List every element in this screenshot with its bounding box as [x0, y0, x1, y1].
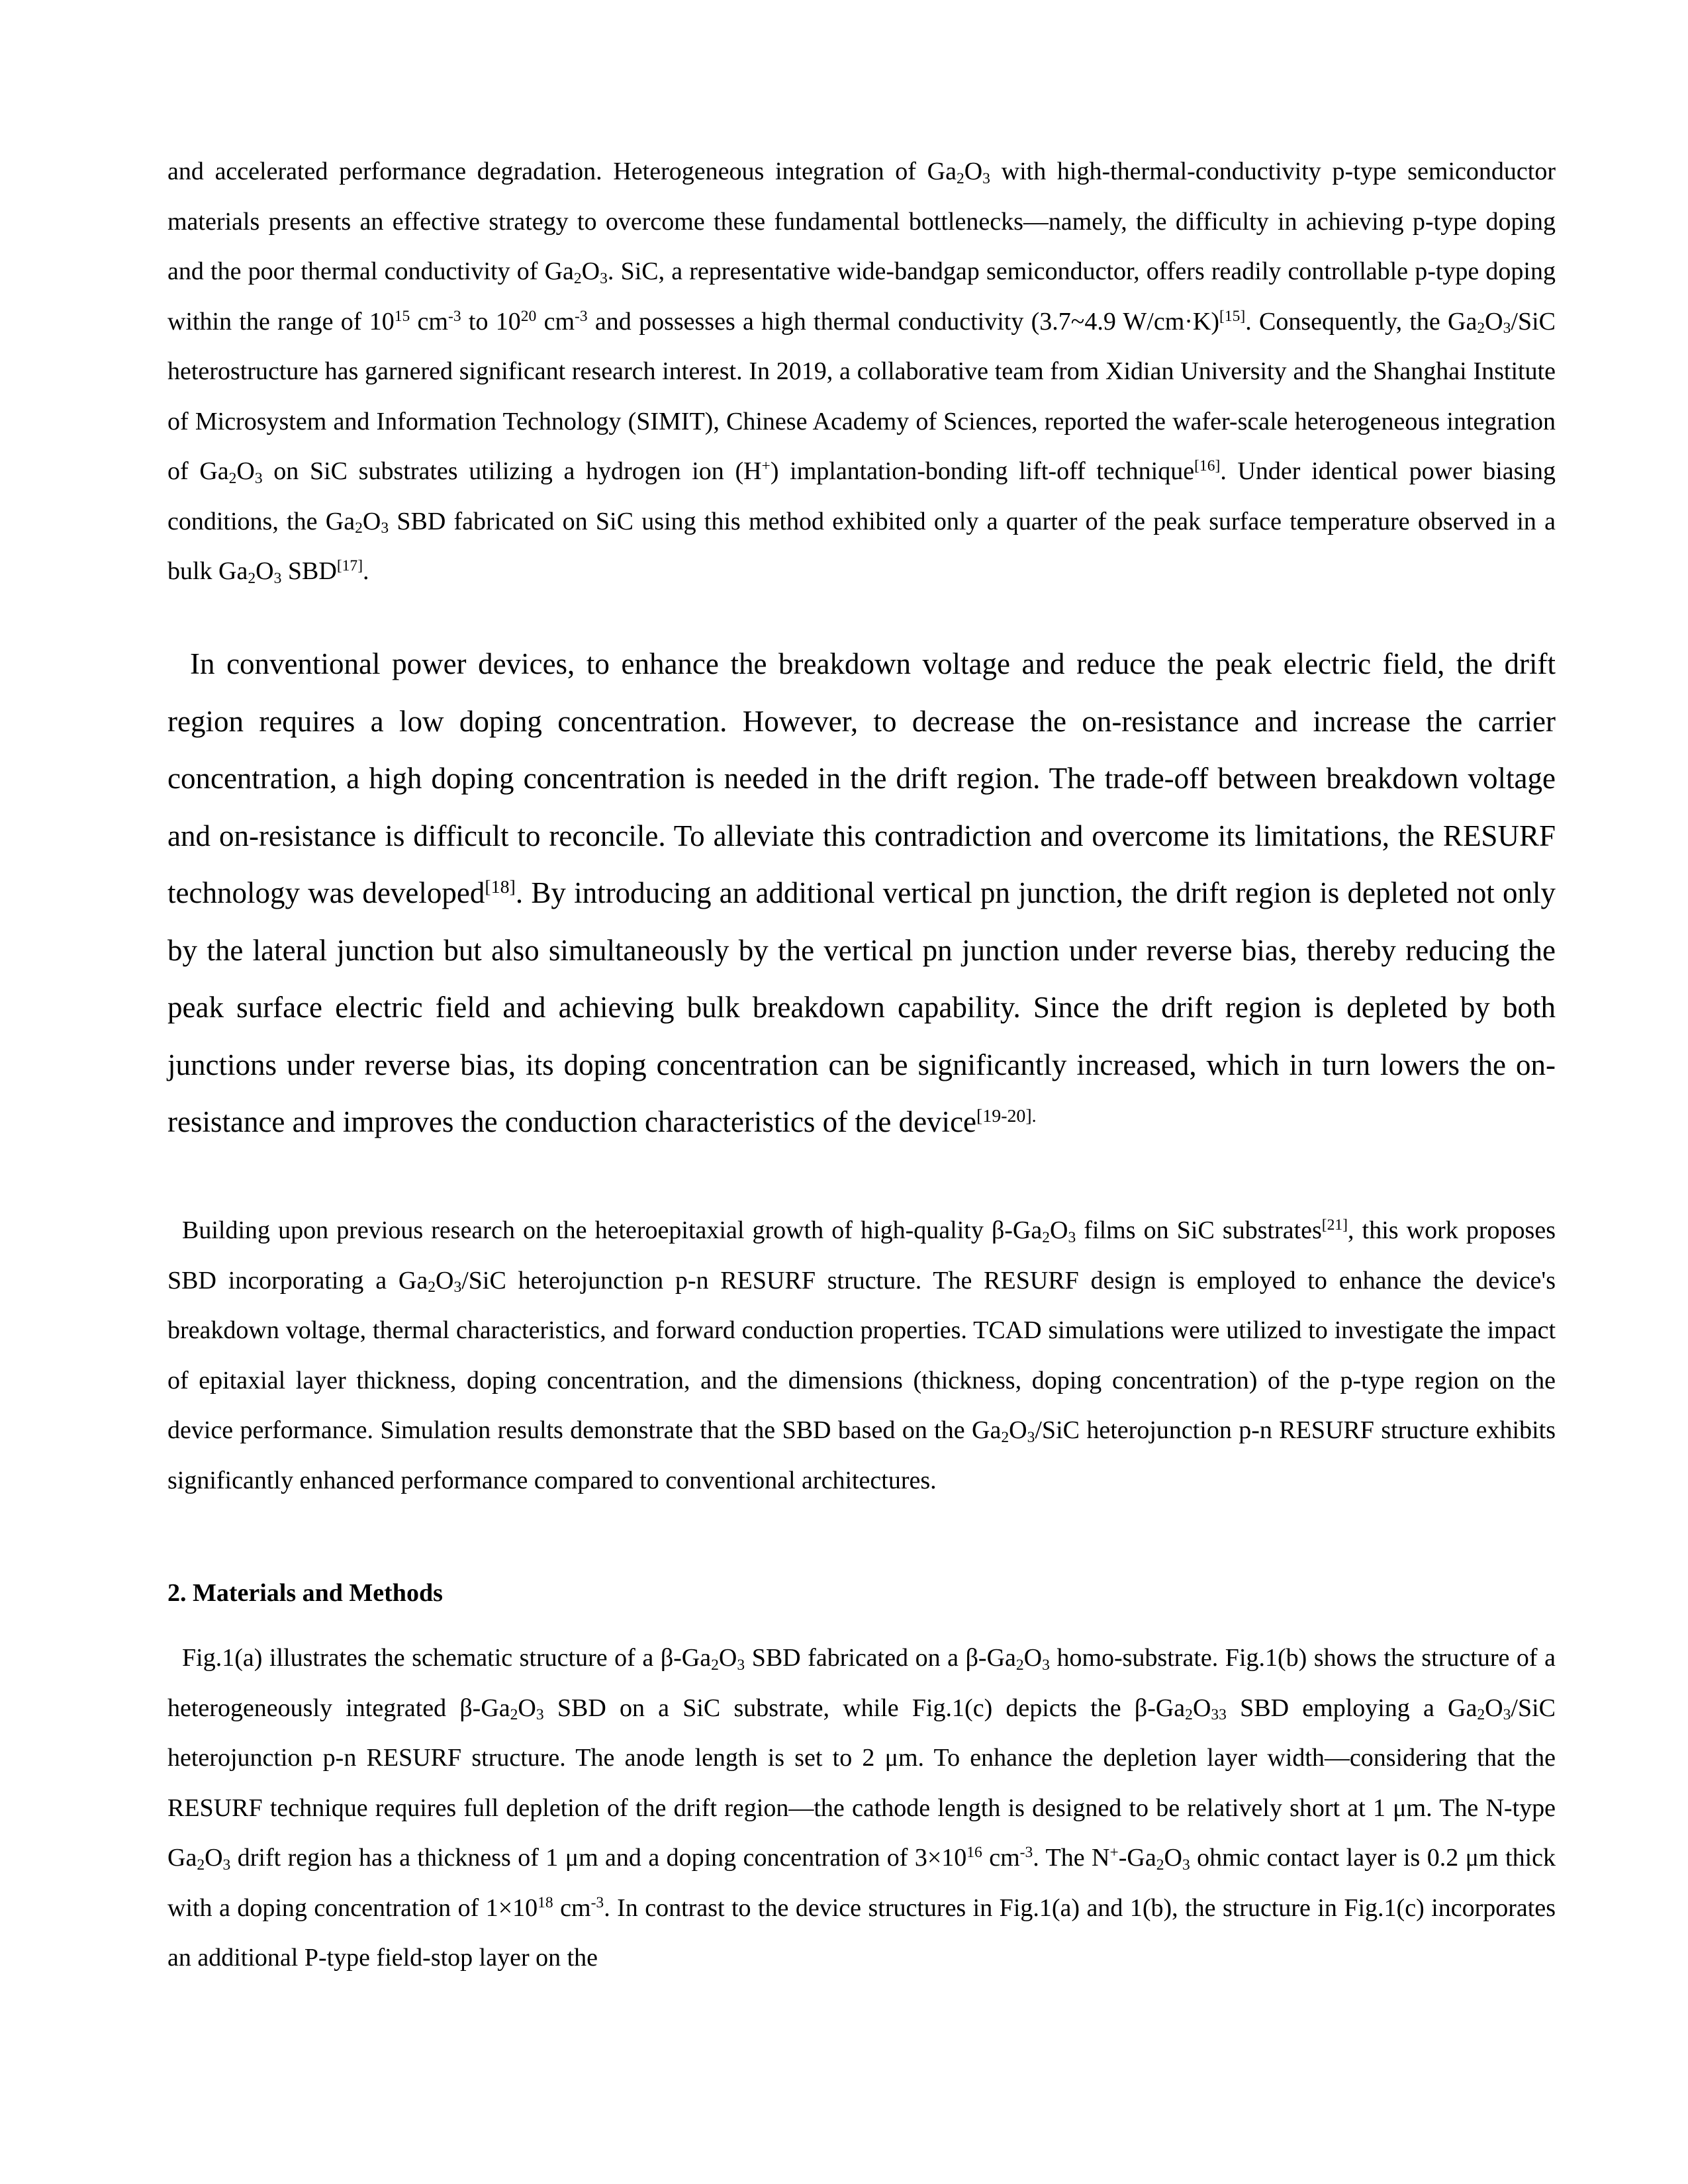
- subscript: 3: [1182, 1856, 1190, 1874]
- text-run: -Ga: [1118, 1844, 1156, 1872]
- text-run: SBD employing a Ga: [1226, 1694, 1477, 1722]
- text-run: O: [1485, 307, 1503, 336]
- subscript: 2: [956, 169, 964, 187]
- text-run: .: [363, 557, 369, 585]
- text-run: cm: [410, 307, 448, 336]
- text-run: with high-thermal-conductivity p-type semiconductor materials presents an effective strategy to overcome these fundamental bottlenecks—namely, the difficulty in achieving p-type doping and the poor thermal conductivity of Ga: [167, 158, 1556, 285]
- text-run: Fig.1(a) illustrates the schematic structure of a β-Ga: [182, 1644, 712, 1672]
- text-run: O: [518, 1694, 536, 1722]
- text-run: drift region has a thickness of 1 μm and a doping concentration of 3×10: [230, 1844, 967, 1872]
- subscript: 2: [573, 269, 582, 287]
- text-run: . Under identical power biasing conditions, the Ga: [167, 457, 1556, 535]
- text-run: and possesses a high thermal conductivity (3.7~4.9 W/cm·K): [587, 307, 1220, 336]
- paragraph-device-structure: [167, 1633, 1556, 1983]
- superscript: 18: [538, 1893, 553, 1911]
- text-run: ) implantation-bonding lift-off technique: [770, 457, 1195, 485]
- subscript: 2: [711, 1656, 719, 1674]
- text-run: O: [581, 257, 600, 285]
- text-run: O: [1192, 1694, 1211, 1722]
- subscript: 2: [1477, 1706, 1485, 1724]
- superscript: [19-20].: [976, 1105, 1037, 1126]
- text-run: /SiC heterojunction p-n RESURF structure. The RESURF design is employed to enhance the device's breakdown voltage, thermal characteristics, and forward conduction properties. TCAD simulations were utilized to investigate the impact of epitaxial layer thickness, doping concentration, and the dimensions (thickness, doping concentration) of the p-type region on the device performance. Simulation results demonstrate that the SBD based on the Ga: [167, 1266, 1556, 1444]
- text-run: SBD on a SiC substrate, while Fig.1(c) depicts the β-Ga: [543, 1694, 1186, 1722]
- text-run: SBD fabricated on a β-Ga: [745, 1644, 1016, 1672]
- text-run: . SiC, a representative wide-bandgap semiconductor, offers readily controllable p-type doping within the range of 10: [167, 257, 1556, 336]
- text-run: /SiC heterojunction p-n RESURF structure exhibits significantly enhanced performance compared to conventional architectures.: [167, 1416, 1556, 1494]
- text-run: /SiC heterostructure has garnered significant research interest. In 2019, a collaborative team from Xidian University and the Shanghai Institute of Microsystem and Information Technology (SIMIT), Chinese Academy of Sciences, reported the wafer-scale heterogeneous integration of Ga: [167, 307, 1556, 485]
- subscript: 2: [1477, 320, 1485, 338]
- section-heading-materials-methods: 2. Materials and Methods: [167, 1579, 443, 1607]
- text-run: films on SiC substrates: [1076, 1216, 1322, 1244]
- superscript: [16]: [1194, 457, 1221, 475]
- text-run: O: [718, 1644, 737, 1672]
- superscript: [17]: [336, 557, 363, 575]
- subscript: 2: [1015, 1656, 1024, 1674]
- text-run: O: [435, 1266, 454, 1295]
- text-run: O: [1485, 1694, 1503, 1722]
- text-run: , this work proposes SBD incorporating a Ga: [167, 1216, 1556, 1295]
- text-run: /SiC heterojunction p-n RESURF structure. The anode length is set to 2 μm. To enhance the depletion layer width—considering that the RESURF technique requires full depletion of the drift region—the cathode length is designed to be relatively short at 1 μm. The N-type Ga: [167, 1694, 1556, 1872]
- paragraph-thermal-integration: [167, 147, 1556, 597]
- subscript: 2: [428, 1279, 436, 1297]
- subscript: 3: [982, 169, 990, 187]
- subscript: 3: [222, 1856, 231, 1874]
- text-run: O: [362, 507, 381, 535]
- subscript: 3: [1027, 1428, 1035, 1446]
- subscript: 2: [228, 469, 237, 487]
- text-run: . Consequently, the Ga: [1245, 307, 1477, 336]
- subscript: 2: [510, 1706, 518, 1724]
- text-run: cm: [553, 1893, 591, 1922]
- subscript: 2: [248, 569, 256, 587]
- text-run: O: [964, 158, 983, 185]
- subscript: 2: [1185, 1706, 1193, 1724]
- text-run: O: [236, 457, 255, 485]
- text-run: to 10: [461, 307, 521, 336]
- subscript: 2: [1156, 1856, 1164, 1874]
- superscript: 15: [394, 307, 410, 325]
- subscript: 3: [1503, 320, 1511, 338]
- subscript: 3: [600, 269, 608, 287]
- superscript: 20: [520, 307, 537, 325]
- text-run: . By introducing an additional vertical pn junction, the drift region is depleted not only by the lateral junction but also simultaneously by the vertical pn junction under reverse bias, thereby reducing the peak surface electric field and achieving bulk breakdown capability. Since the drift region is depleted by both junctions under reverse bias, its doping concentration can be significantly increased, which in turn lowers the on-resistance and improves the conduction characteristics of the device: [167, 876, 1556, 1138]
- text-run: O: [205, 1844, 223, 1872]
- text-run: O: [1164, 1844, 1182, 1872]
- subscript: 3: [1503, 1706, 1511, 1724]
- superscript: [15]: [1219, 307, 1246, 325]
- subscript: 33: [1211, 1706, 1227, 1724]
- subscript: 3: [254, 469, 263, 487]
- subscript: 3: [1042, 1656, 1050, 1674]
- text-run: Building upon previous research on the heteroepitaxial growth of high-quality β-Ga: [182, 1216, 1043, 1244]
- paragraph-resurf-background: [167, 635, 1556, 1151]
- text-run: cm: [982, 1844, 1020, 1872]
- subscript: 2: [1001, 1428, 1009, 1446]
- text-run: ohmic contact layer is 0.2 μm thick with a doping concentration of 1×10: [167, 1844, 1556, 1922]
- superscript: -3: [447, 307, 461, 325]
- text-run: O: [1009, 1416, 1027, 1444]
- superscript: -3: [575, 307, 588, 325]
- text-run: . In contrast to the device structures in Fig.1(a) and 1(b), the structure in Fig.1(c) incorporates an additional P-type field-stop layer on the: [167, 1893, 1556, 1972]
- text-run: on SiC substrates utilizing a hydrogen ion (H: [262, 457, 762, 485]
- subscript: 3: [737, 1656, 745, 1674]
- subscript: 2: [1042, 1228, 1051, 1246]
- text-run: homo-substrate. Fig.1(b) shows the structure of a heterogeneously integrated β-Ga: [167, 1644, 1556, 1722]
- superscript: -3: [590, 1893, 604, 1911]
- superscript: [21]: [1321, 1216, 1348, 1234]
- text-run: O: [1023, 1644, 1043, 1672]
- subscript: 2: [355, 520, 363, 537]
- paragraph-work-proposal: [167, 1206, 1556, 1506]
- text-run: SBD fabricated on SiC using this method exhibited only a quarter of the peak surface temperature observed in a bulk Ga: [167, 507, 1556, 585]
- text-run: and accelerated performance degradation. Heterogeneous integration of Ga: [167, 158, 957, 185]
- subscript: 3: [1068, 1228, 1076, 1246]
- text-run: In conventional power devices, to enhance the breakdown voltage and reduce the peak electric field, the drift region requires a low doping concentration. However, to decrease the on-resistance and increase the carrier concentration, a high doping concentration is needed in the drift region. The trade-off between breakdown voltage and on-resistance is difficult to reconcile. To alleviate this contradiction and overcome its limitations, the RESURF technology was developed: [167, 647, 1556, 909]
- text-run: O: [256, 557, 274, 585]
- superscript: 16: [966, 1844, 982, 1862]
- text-run: SBD: [281, 557, 337, 585]
- subscript: 3: [536, 1706, 544, 1724]
- text-run: cm: [536, 307, 575, 336]
- superscript: -3: [1019, 1844, 1033, 1862]
- text-run: . The N: [1033, 1844, 1110, 1872]
- superscript: [18]: [485, 876, 516, 897]
- subscript: 3: [381, 520, 389, 537]
- superscript: +: [1109, 1844, 1119, 1862]
- subscript: 3: [273, 569, 282, 587]
- subscript: 3: [453, 1279, 462, 1297]
- superscript: +: [761, 457, 771, 475]
- subscript: 2: [197, 1856, 205, 1874]
- text-run: O: [1050, 1216, 1068, 1244]
